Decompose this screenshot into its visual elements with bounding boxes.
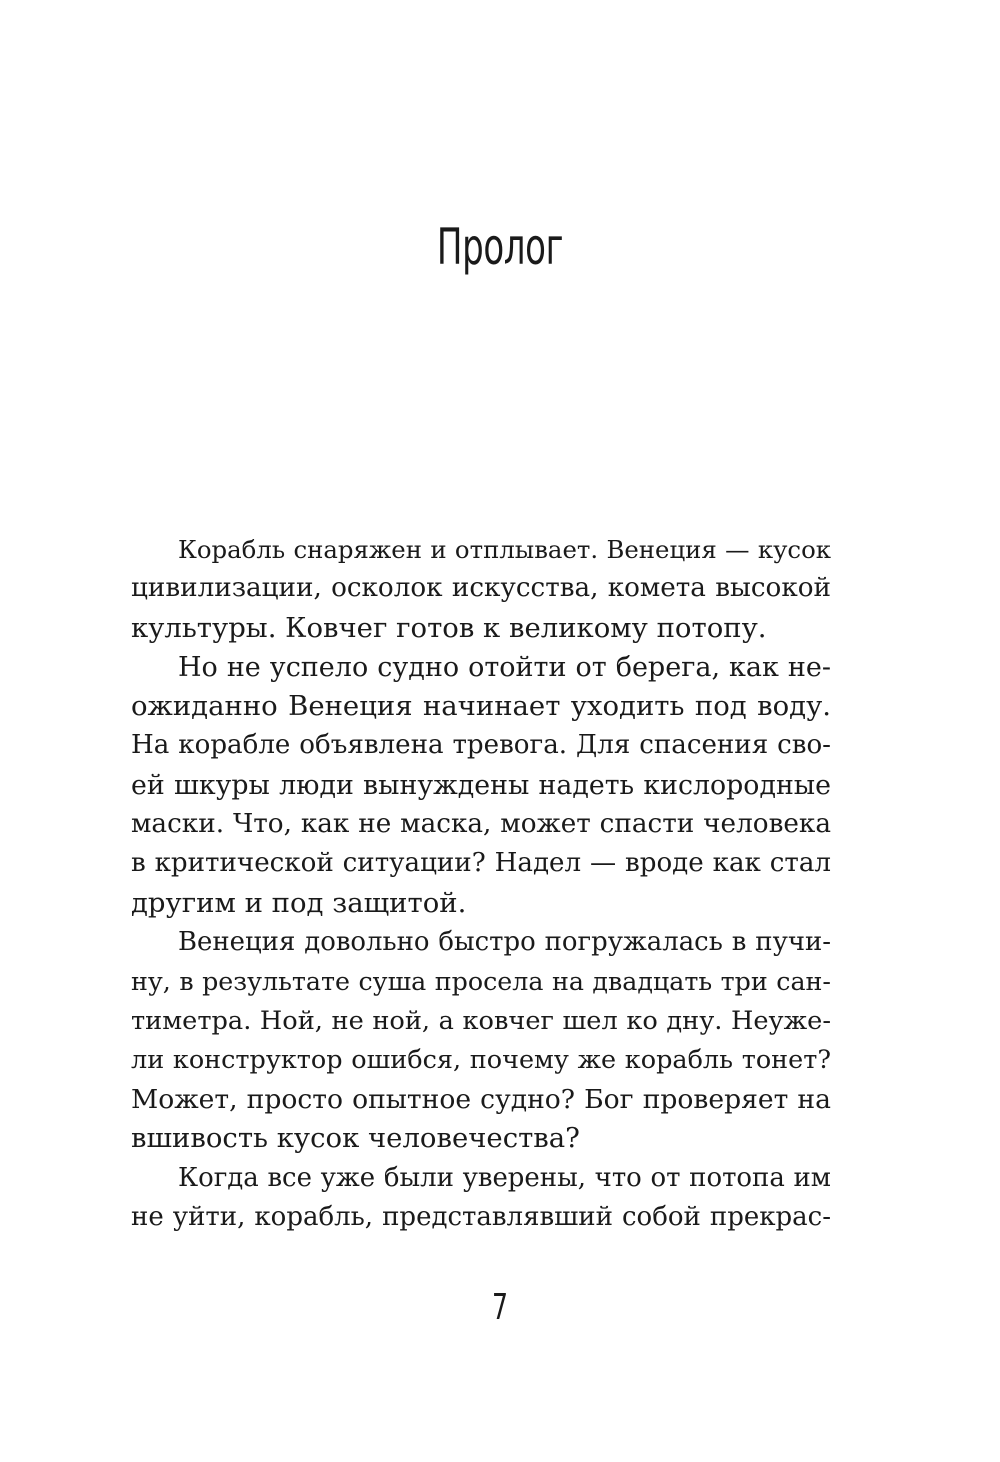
text-line: ли конструктор ошибся, почему же корабль тонет? <box>131 1044 831 1075</box>
text-line: культуры. Ковчег готов к великому потопу. <box>131 611 767 644</box>
text-line: ожиданно Венеция начинает уходить под воду. <box>131 690 831 723</box>
text-line: не уйти, корабль, представлявший собой прекрас- <box>131 1202 831 1233</box>
text-line: ну, в результате суша просела на двадцать три сан- <box>131 966 831 997</box>
text-line: цивилизации, осколок искусства, комета высокой <box>131 573 831 604</box>
text-line: На корабле объявлена тревога. Для спасения сво- <box>131 730 831 761</box>
text-line: Может, просто опытное судно? Бог проверяет на <box>131 1084 831 1116</box>
text-line: вшивость кусок человечества? <box>131 1122 580 1155</box>
text-line: ей шкуры люди вынуждены надеть кислородные <box>131 769 831 801</box>
text-line: маски. Что, как не маска, может спасти человека <box>131 809 831 840</box>
chapter-title: Пролог <box>436 218 564 276</box>
text-line: Но не успело судно отойти от берега, как не- <box>178 651 831 683</box>
text-line: тиметра. Ной, не ной, а ковчег шел ко дну. Неуже- <box>131 1005 831 1036</box>
text-line: Корабль снаряжен и отплывает. Венеция — кусок <box>178 535 831 564</box>
text-line: в критической ситуации? Надел — вроде как стал <box>131 848 831 879</box>
body-text <box>131 530 831 1237</box>
text-line: Когда все уже были уверены, что от потопа им <box>178 1162 831 1193</box>
text-line: другим и под защитой. <box>131 886 467 919</box>
text-line: Венеция довольно быстро погружалась в пучи- <box>178 926 831 957</box>
page-number: 7 <box>491 1287 509 1328</box>
